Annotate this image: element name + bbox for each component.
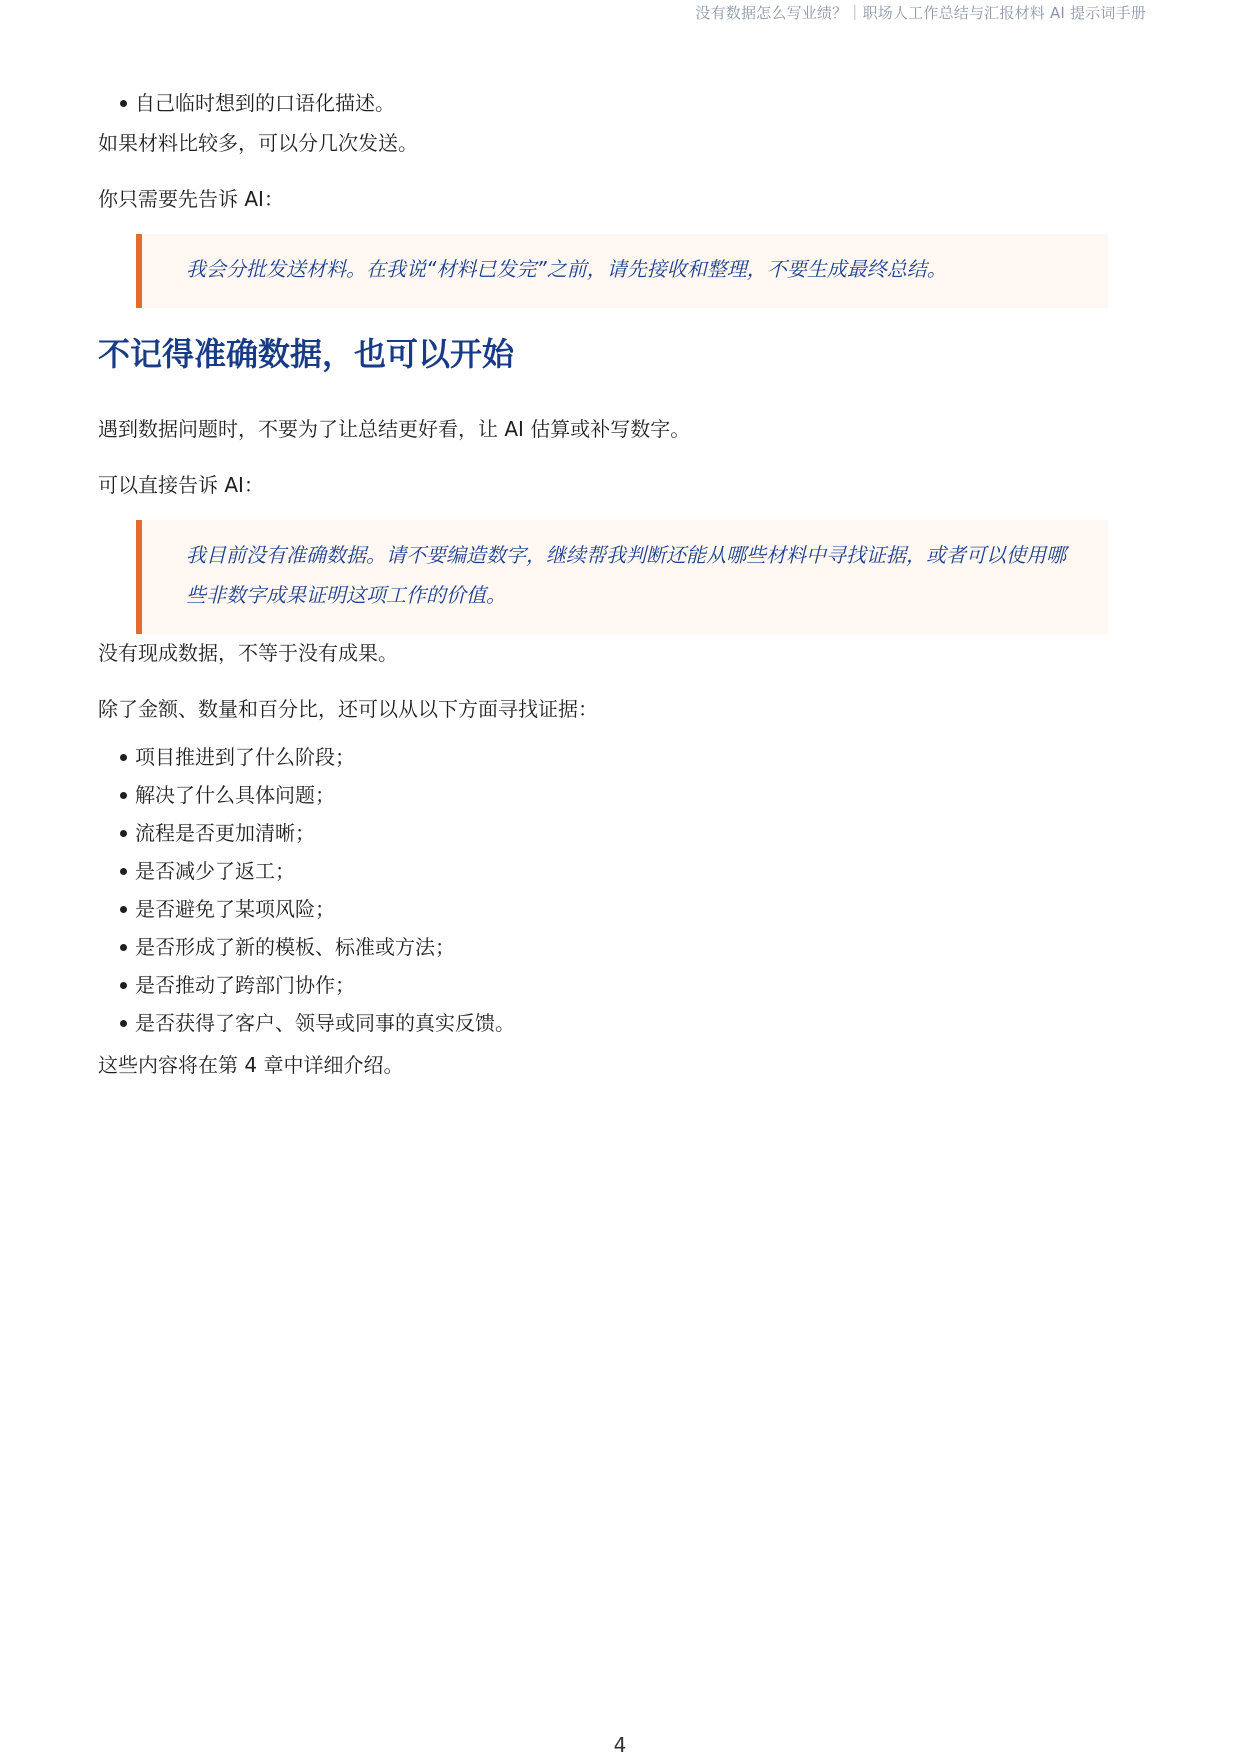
list-item: 是否减少了返工； xyxy=(120,852,1108,890)
list-item: 是否形成了新的模板、标准或方法； xyxy=(120,928,1108,966)
prompt-callout-no-data xyxy=(136,520,1108,634)
paragraph-tell-ai: 你只需要先告诉 AI： xyxy=(98,187,284,211)
list-item: 解决了什么具体问题； xyxy=(120,776,1108,814)
paragraph-tell-ai-directly: 可以直接告诉 AI： xyxy=(98,473,264,497)
page-content xyxy=(98,84,1108,1106)
prompt-text: 我目前没有准确数据。请不要编造数字，继续帮我判断还能从哪些材料中寻找证据，或者可以使用哪些非数字成果证明这项工作的价值。 xyxy=(186,543,1066,607)
paragraph-no-data-not-no-result: 没有现成数据，不等于没有成果。 xyxy=(98,641,398,665)
paragraph-evidence-intro: 除了金额、数量和百分比，还可以从以下方面寻找证据： xyxy=(98,697,598,721)
list-item: 自己临时想到的口语化描述。 xyxy=(120,84,1108,122)
list-item: 是否获得了客户、领导或同事的真实反馈。 xyxy=(120,1004,1108,1042)
paragraph-data-warning: 遇到数据问题时，不要为了让总结更好看，让 AI 估算或补写数字。 xyxy=(98,417,691,441)
list-item: 是否推动了跨部门协作； xyxy=(120,966,1108,1004)
paragraph-batch-sending: 如果材料比较多，可以分几次发送。 xyxy=(98,131,418,155)
paragraph-chapter-reference: 这些内容将在第 4 章中详细介绍。 xyxy=(98,1053,404,1077)
top-bullet-list xyxy=(98,84,1108,122)
running-header: 没有数据怎么写业绩？｜职场人工作总结与汇报材料 AI 提示词手册 xyxy=(695,4,1146,22)
list-item: 流程是否更加清晰； xyxy=(120,814,1108,852)
prompt-text: 我会分批发送材料。在我说“材料已发完”之前，请先接收和整理，不要生成最终总结。 xyxy=(186,257,947,281)
evidence-bullet-list xyxy=(98,738,1108,1042)
page-number: 4 xyxy=(613,1733,627,1757)
section-heading: 不记得准确数据，也可以开始 xyxy=(98,335,515,373)
list-item: 项目推进到了什么阶段； xyxy=(120,738,1108,776)
prompt-callout-batch xyxy=(136,234,1108,308)
list-item: 是否避免了某项风险； xyxy=(120,890,1108,928)
